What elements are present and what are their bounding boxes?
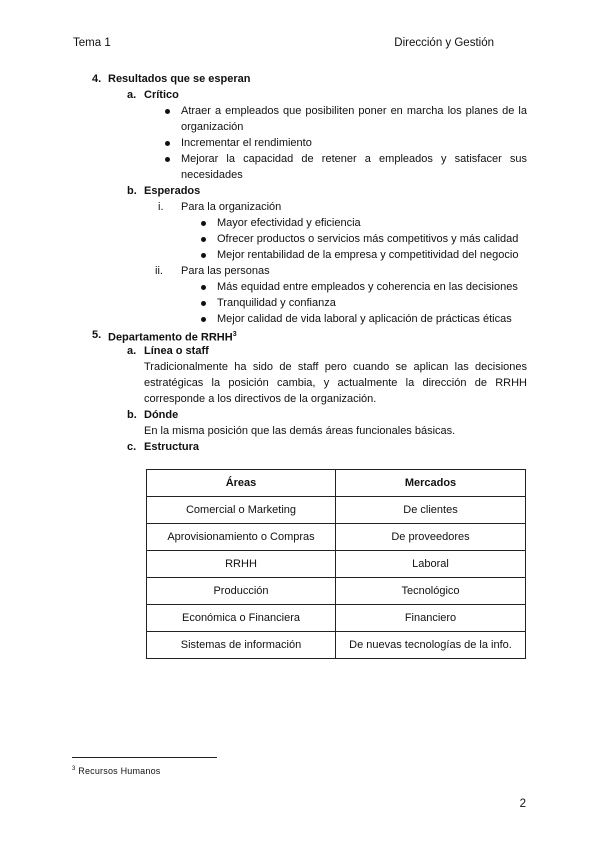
s4a-bullet-1-cont: organización (181, 121, 244, 133)
s4b-ii-label: ii. (155, 265, 163, 277)
s4b-ii-bullet-1: Más equidad entre empleados y coherencia en las decisiones (217, 281, 518, 293)
table-cell-market: Laboral (336, 551, 526, 578)
footnote (72, 766, 160, 776)
table-cell-area: Producción (147, 578, 336, 605)
table-cell-market: De nuevas tecnologías de la info. (336, 632, 526, 659)
section-4-title: Resultados que se esperan (108, 73, 251, 85)
table-cell-area: RRHH (147, 551, 336, 578)
s5a-label: a. (127, 345, 137, 357)
table-cell-area: Comercial o Marketing (147, 497, 336, 524)
s4a-bullet-1: Atraer a empleados que posibiliten poner en marcha los planes de la (181, 105, 527, 117)
section-4-number: 4. (92, 73, 102, 85)
section-5-number: 5. (92, 329, 102, 341)
s5c-title: Estructura (144, 441, 200, 453)
footnote-separator (72, 757, 217, 758)
table-cell-area: Económica o Financiera (147, 605, 336, 632)
s4b-i-bullet-3: Mejor rentabilidad de la empresa y competitividad del negocio (217, 249, 519, 261)
table-cell-market: Tecnológico (336, 578, 526, 605)
s4a-bullet-2: Incrementar el rendimiento (181, 137, 312, 149)
bullet-dot (201, 221, 206, 226)
table-cell-area: Aprovisionamiento o Compras (147, 524, 336, 551)
s4a-title: Crítico (144, 89, 179, 101)
table-cell-market: Financiero (336, 605, 526, 632)
s4b-i-title: Para la organización (181, 201, 282, 213)
footnote-text: Recursos Humanos (78, 766, 161, 776)
table-row (147, 524, 526, 551)
s5b-text: En la misma posición que las demás áreas funcionales básicas. (144, 425, 456, 437)
bullet-dot (201, 285, 206, 290)
s5a-text: Tradicionalmente ha sido de staff pero cuando se aplican las decisiones estratégicas la posición cambia, y actualmente la dirección de RRHH corresponde a los directivos de la organización. (144, 361, 527, 405)
structure-table (146, 469, 526, 659)
s4b-i-label: i. (158, 201, 164, 213)
table-row (147, 605, 526, 632)
s4a-bullet-3-cont: necesidades (181, 169, 243, 181)
header-right: Dirección y Gestión (394, 37, 494, 49)
bullet-dot (201, 253, 206, 258)
table-row (147, 632, 526, 659)
bullet-dot (201, 237, 206, 242)
s5b-label: b. (127, 409, 137, 421)
table-header-areas: Áreas (147, 470, 336, 497)
table-cell-market: De proveedores (336, 524, 526, 551)
s4a-label: a. (127, 89, 137, 101)
s5a-title: Línea o staff (144, 345, 209, 357)
s4b-ii-bullet-3: Mejor calidad de vida laboral y aplicación de prácticas éticas (217, 313, 512, 325)
footnote-ref: 3 (232, 331, 237, 338)
footnote-number: 3 (72, 766, 76, 772)
s5b-title: Dónde (144, 409, 179, 421)
table-row (147, 551, 526, 578)
section-5-title: Departamento de RRHH (108, 331, 233, 344)
bullet-dot (201, 301, 206, 306)
table-header-markets: Mercados (336, 470, 526, 497)
table-row (147, 497, 526, 524)
table-header-row (147, 470, 526, 497)
header-left: Tema 1 (73, 37, 111, 49)
bullet-dot (201, 317, 206, 322)
table-cell-area: Sistemas de información (147, 632, 336, 659)
bullet-dot (165, 141, 170, 146)
bullet-dot (165, 109, 170, 114)
s4b-title: Esperados (144, 185, 201, 197)
table-cell-market: De clientes (336, 497, 526, 524)
s4b-label: b. (127, 185, 137, 197)
s4b-ii-bullet-2: Tranquilidad y confianza (217, 297, 336, 309)
s5c-label: c. (127, 441, 137, 453)
bullet-dot (165, 157, 170, 162)
s4b-i-bullet-1: Mayor efectividad y eficiencia (217, 217, 361, 229)
s4b-i-bullet-2: Ofrecer productos o servicios más competitivos y más calidad (217, 233, 519, 245)
table-row (147, 578, 526, 605)
page-number: 2 (519, 798, 526, 810)
s4b-ii-title: Para las personas (181, 265, 270, 277)
s4a-bullet-3: Mejorar la capacidad de retener a empleados y satisfacer sus (181, 153, 527, 165)
